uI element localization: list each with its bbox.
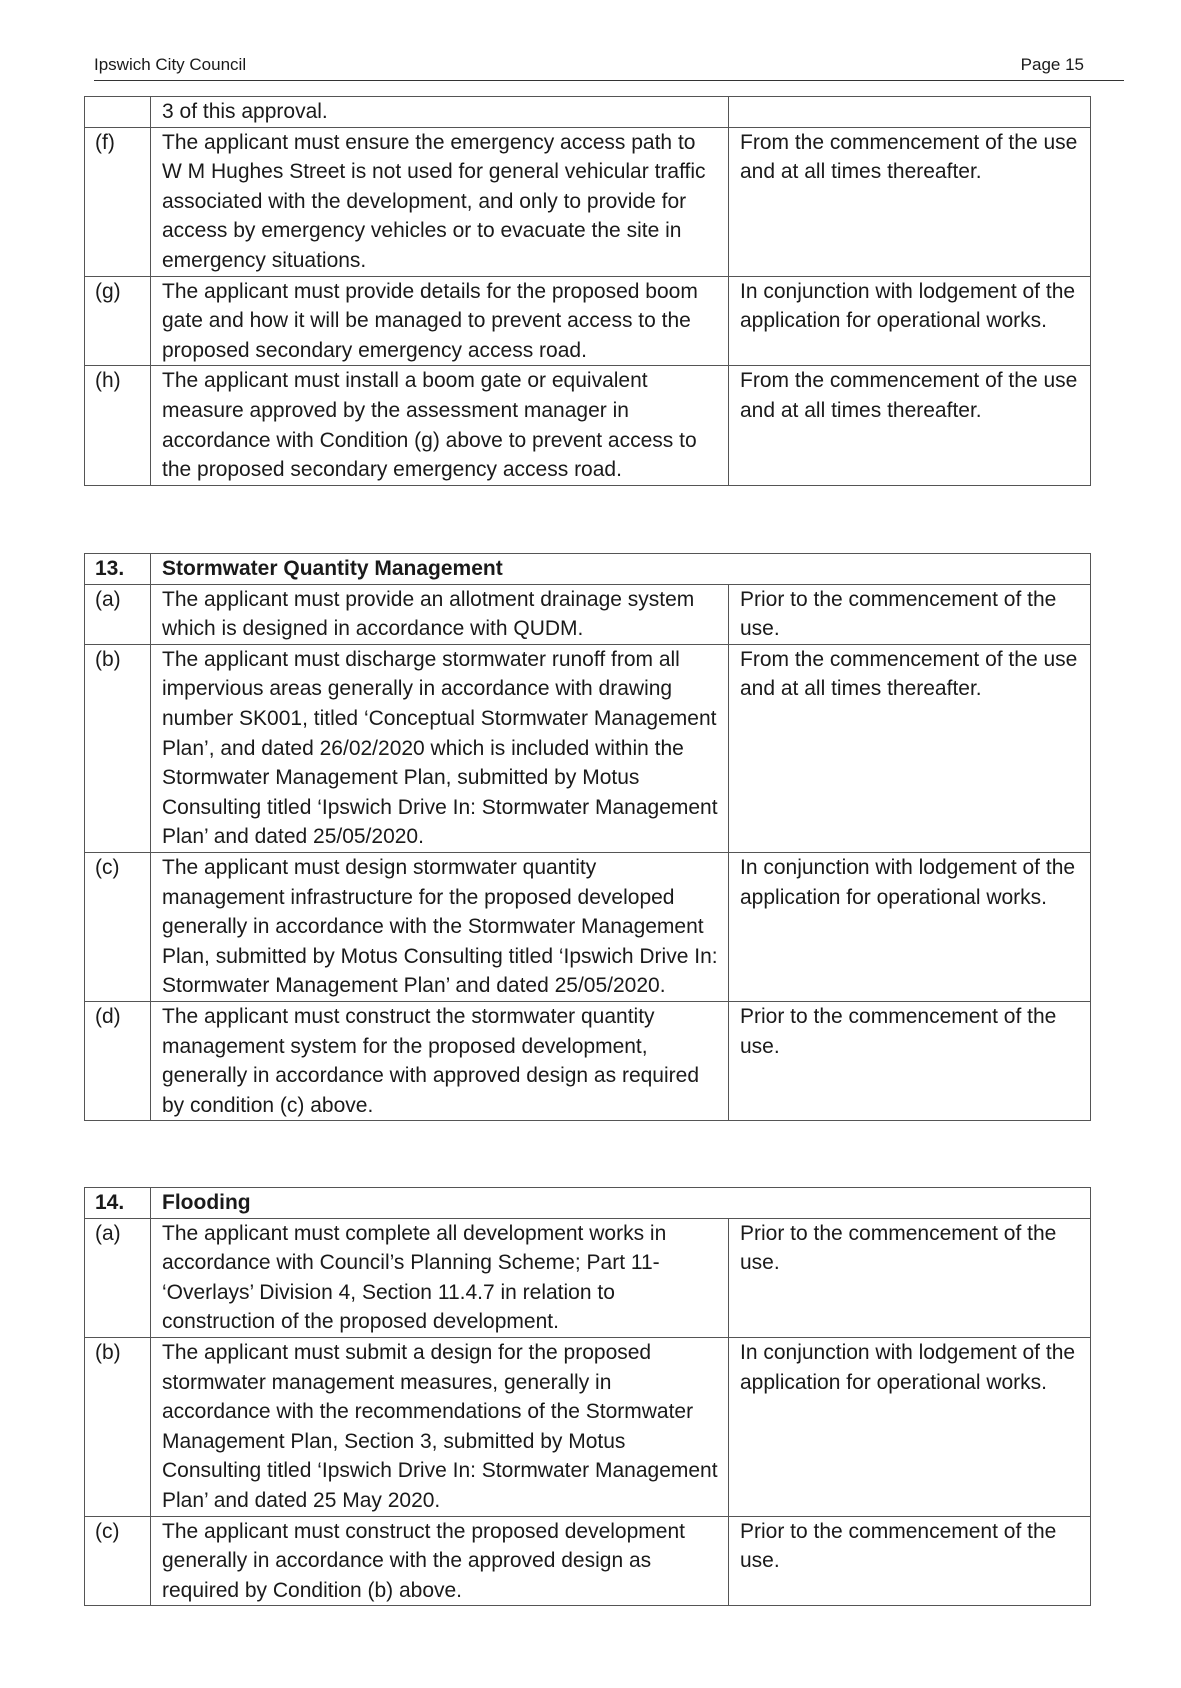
row-requirement: The applicant must provide details for the proposed boom gate and how it will be managed to prevent access to the proposed secondary emergency access road. xyxy=(151,276,729,366)
row-timing: In conjunction with lodgement of the application for operational works. xyxy=(729,276,1091,366)
row-label: (g) xyxy=(85,276,151,366)
row-requirement: The applicant must complete all development works in accordance with Council’s Planning Scheme; Part 11- ‘Overlays’ Division 4, Section 11.4.7 in relation to construction of the proposed development. xyxy=(151,1218,729,1337)
row-label: (a) xyxy=(85,584,151,644)
row-timing xyxy=(729,97,1091,128)
table-row xyxy=(85,127,1091,276)
row-label: (a) xyxy=(85,1218,151,1337)
row-timing: From the commencement of the use and at all times thereafter. xyxy=(729,644,1091,852)
table-row xyxy=(85,852,1091,1001)
row-requirement: 3 of this approval. xyxy=(151,97,729,128)
table-row xyxy=(85,1516,1091,1606)
row-label: (h) xyxy=(85,366,151,485)
row-label: (b) xyxy=(85,644,151,852)
section-heading-row xyxy=(85,1188,1091,1219)
table-row xyxy=(85,97,1091,128)
section-title: Flooding xyxy=(151,1188,1091,1219)
section-number: 14. xyxy=(85,1188,151,1219)
row-timing: In conjunction with lodgement of the application for operational works. xyxy=(729,852,1091,1001)
row-timing: From the commencement of the use and at all times thereafter. xyxy=(729,127,1091,276)
row-timing: Prior to the commencement of the use. xyxy=(729,1218,1091,1337)
row-label: (f) xyxy=(85,127,151,276)
row-requirement: The applicant must install a boom gate or equivalent measure approved by the assessment manager in accordance with Condition (g) above to prevent access to the proposed secondary emergency access road. xyxy=(151,366,729,485)
row-label: (b) xyxy=(85,1337,151,1516)
row-timing: Prior to the commencement of the use. xyxy=(729,584,1091,644)
row-requirement: The applicant must provide an allotment drainage system which is designed in accordance with QUDM. xyxy=(151,584,729,644)
table-row xyxy=(85,276,1091,366)
section-title: Stormwater Quantity Management xyxy=(151,554,1091,585)
page-number: Page 15 xyxy=(1020,55,1084,74)
row-requirement: The applicant must discharge stormwater runoff from all impervious areas generally in accordance with drawing number SK001, titled ‘Conceptual Stormwater Management Plan’, and dated 26/02/2020 which is included within the Stormwater Management Plan, submitted by Motus Consulting titled ‘Ipswich Drive In: Stormwater Management Plan’ and dated 25/05/2020. xyxy=(151,644,729,852)
row-label: (d) xyxy=(85,1001,151,1120)
table-row xyxy=(85,366,1091,485)
table-row xyxy=(85,1218,1091,1337)
table-row xyxy=(85,644,1091,852)
row-label: (c) xyxy=(85,1516,151,1606)
table-row xyxy=(85,1001,1091,1120)
table-row xyxy=(85,584,1091,644)
row-timing: From the commencement of the use and at all times thereafter. xyxy=(729,366,1091,485)
row-requirement: The applicant must ensure the emergency access path to W M Hughes Street is not used for general vehicular traffic associated with the development, and only to provide for access by emergency vehicles or to evacuate the site in emergency situations. xyxy=(151,127,729,276)
section-number: 13. xyxy=(85,554,151,585)
row-requirement: The applicant must construct the proposed development generally in accordance with the approved design as required by Condition (b) above. xyxy=(151,1516,729,1606)
row-requirement: The applicant must submit a design for the proposed stormwater management measures, generally in accordance with the recommendations of the Stormwater Management Plan, Section 3, submitted by Motus Consulting titled ‘Ipswich Drive In: Stormwater Management Plan’ and dated 25 May 2020. xyxy=(151,1337,729,1516)
section-13-table xyxy=(84,553,1091,1121)
row-timing: Prior to the commencement of the use. xyxy=(729,1516,1091,1606)
section-14-table xyxy=(84,1187,1091,1606)
row-label: (c) xyxy=(85,852,151,1001)
row-requirement: The applicant must construct the stormwater quantity management system for the proposed development, generally in accordance with approved design as required by condition (c) above. xyxy=(151,1001,729,1120)
organisation-name: Ipswich City Council xyxy=(94,55,247,74)
section-heading-row xyxy=(85,554,1091,585)
page-header xyxy=(94,52,1124,81)
conditions-table-continued xyxy=(84,96,1091,486)
row-timing: Prior to the commencement of the use. xyxy=(729,1001,1091,1120)
row-timing: In conjunction with lodgement of the application for operational works. xyxy=(729,1337,1091,1516)
table-row xyxy=(85,1337,1091,1516)
row-requirement: The applicant must design stormwater quantity management infrastructure for the proposed developed generally in accordance with the Stormwater Management Plan, submitted by Motus Consulting titled ‘Ipswich Drive In: Stormwater Management Plan’ and dated 25/05/2020. xyxy=(151,852,729,1001)
row-label xyxy=(85,97,151,128)
